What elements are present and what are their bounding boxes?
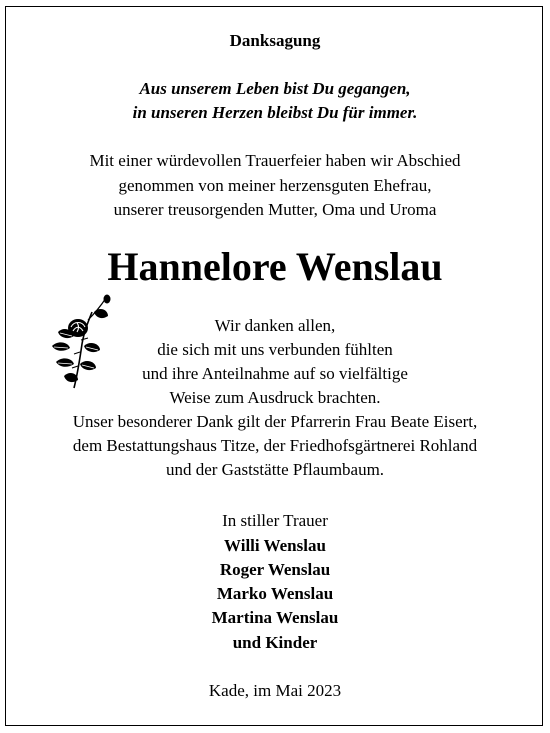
thanks-line-7: und der Gaststätte Pflaumbaum. [165,460,385,479]
mourner-5: und Kinder [232,633,318,652]
notice-heading: Danksagung [229,31,321,50]
verse-line-2: in unseren Herzen bleibst Du für immer. [132,103,418,122]
mourner-1: Willi Wenslau [224,536,326,555]
thanks-line-1: Wir danken allen, [214,316,336,335]
thanks-line-6: dem Bestattungshaus Titze, der Friedhofsgärtnerei Rohland [72,436,478,455]
thanks-line-3: und ihre Anteilnahme auf so vielfältige [142,364,408,383]
thanks-line-2: die sich mit uns verbunden fühlten [157,340,393,359]
thanks-line-5: Unser besonderer Dank gilt der Pfarrerin Frau Beate Eisert, [72,412,478,431]
deceased-name: Hannelore Wenslau [107,244,443,289]
mourner-4: Martina Wenslau [211,608,339,627]
place-date: Kade, im Mai 2023 [208,681,342,700]
intro-line-2: genommen von meiner herzensguten Ehefrau, [118,176,432,195]
mourner-3: Marko Wenslau [216,584,334,603]
intro-line-1: Mit einer würdevollen Trauerfeier haben wir Abschied [89,151,461,170]
intro-line-3: unserer treusorgenden Mutter, Oma und Uroma [113,200,437,219]
mourning-label: In stiller Trauer [222,511,328,530]
verse-line-1: Aus unserem Leben bist Du gegangen, [139,79,411,98]
mourner-2: Roger Wenslau [219,560,331,579]
thanks-line-4: Weise zum Ausdruck brachten. [169,388,381,407]
